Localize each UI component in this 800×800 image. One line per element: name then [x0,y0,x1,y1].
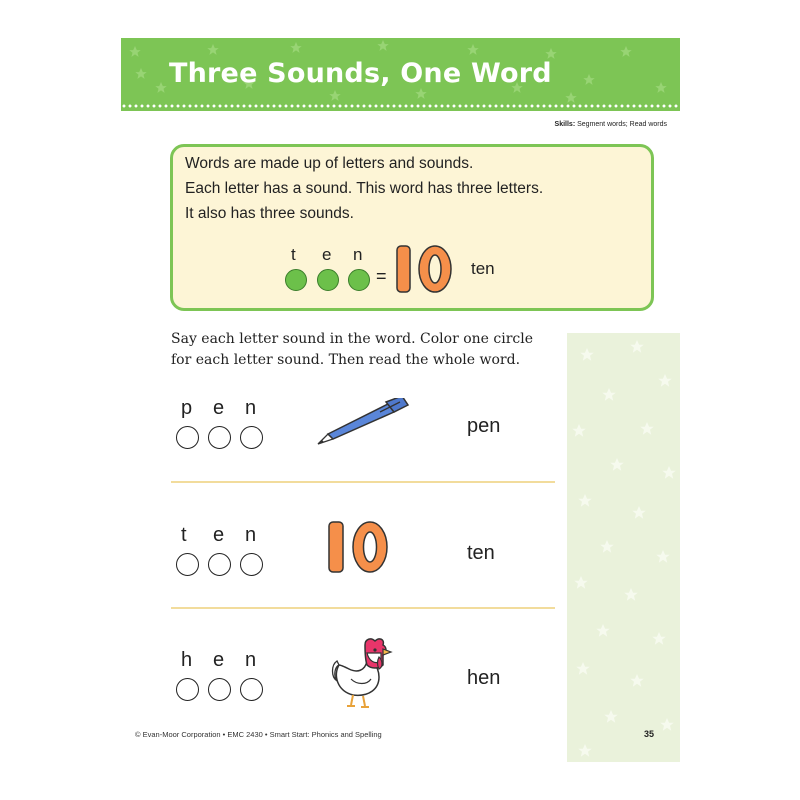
instruction-line: Say each letter sound in the word. Color one circle [171,331,534,347]
row-divider [171,481,555,483]
sound-circle[interactable] [208,553,231,576]
intro-box [170,144,654,311]
equals-sign: = [376,266,387,286]
example-letter: n [353,245,363,264]
row-letter: e [213,524,225,546]
sound-circle[interactable] [176,678,199,701]
banner-dotted-line [121,104,680,108]
sound-circle[interactable] [208,426,231,449]
exercise-row [171,393,555,493]
footer-text: © Evan-Moor Corporation • EMC 2430 • Smart Start: Phonics and Spelling [135,730,382,739]
row-word: pen [467,415,501,437]
row-letter: t [181,524,187,546]
skills-label [555,121,667,128]
intro-line: It also has three sounds. [185,205,354,222]
row-word: hen [467,667,501,689]
side-star-pattern [567,333,680,762]
row-letter: n [245,397,257,419]
example-sound-dot [317,269,339,291]
page-number: 35 [643,729,654,739]
row-letter: n [245,524,257,546]
page-title: Three Sounds, One Word [169,58,552,89]
number-10-picture [325,518,391,576]
exercise-row [171,520,555,620]
sound-circle[interactable] [240,553,263,576]
pen-picture [316,398,411,448]
intro-line: Each letter has a sound. This word has three letters. [185,180,544,197]
number-10-picture [393,243,455,295]
row-letter: h [181,649,193,671]
skills-heading: Skills: [554,121,576,128]
row-letter: n [245,649,257,671]
sound-circle[interactable] [240,678,263,701]
hen-picture [329,631,395,709]
instruction-line: for each letter sound. Then read the whole word. [171,352,521,368]
title-banner [121,38,680,111]
skills-text: Segment words; Read words [577,121,667,128]
row-letter: e [213,397,225,419]
row-letter: e [213,649,225,671]
instructions [171,329,571,371]
row-word: ten [467,542,495,564]
example-sound-dot [285,269,307,291]
example-word: ten [471,259,495,278]
sound-circle[interactable] [240,426,263,449]
sound-circle[interactable] [208,678,231,701]
example-sound-dot [348,269,370,291]
row-letter: p [181,397,193,419]
row-divider [171,607,555,609]
sound-circle[interactable] [176,426,199,449]
sound-circle[interactable] [176,553,199,576]
side-star-panel [567,333,680,762]
intro-line: Words are made up of letters and sounds. [185,155,474,172]
workbook-page [121,38,680,762]
example-letter: t [291,245,296,264]
example-letter: e [322,245,332,264]
